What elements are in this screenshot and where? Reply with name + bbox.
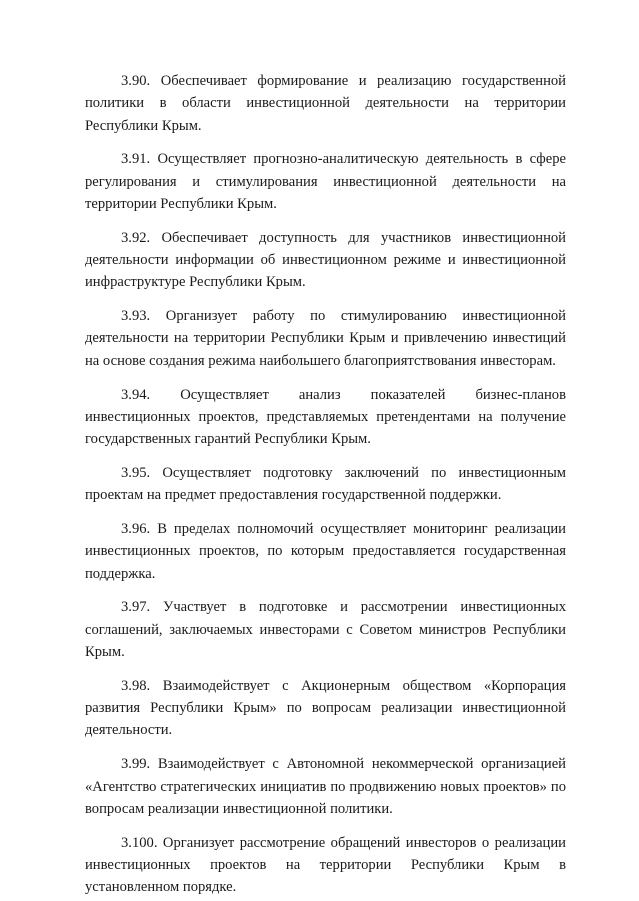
paragraph-3-98: 3.98. Взаимодействует с Акционерным обществом «Корпорация развития Республики Крым» по вопросам реализации инвестиционной деятельности. [85,677,566,739]
paragraph-3-99: 3.99. Взаимодействует с Автономной некоммерческой организацией «Агентство стратегических инициатив по продвижению новых проектов» по вопросам реализации инвестиционной политики. [85,756,566,817]
paragraph-3-93: 3.93. Организует работу по стимулированию инвестиционной деятельности на территории Республики Крым и привлечению инвестиций на основе создания режима наибольшего благоприятствования инвесторам. [85,308,566,369]
paragraph-3-91: 3.91. Осуществляет прогнозно-аналитическую деятельность в сфере регулирования и стимулирования инвестиционной деятельности на территории Республики Крым. [85,151,566,212]
paragraph-3-92: 3.92. Обеспечивает доступность для участников инвестиционной деятельности информации об инвестиционном режиме и инвестиционной инфраструктуре Республики Крым. [85,229,566,291]
paragraph-3-94: 3.94. Осуществляет анализ показателей бизнес-планов инвестиционных проектов, представляемых претендентами на получение государственных гарантий Республики Крым. [85,386,566,448]
paragraph-3-100: 3.100. Организует рассмотрение обращений инвесторов о реализации инвестиционных проектов на территории Республики Крым в установленном порядке. [85,834,566,896]
paragraph-3-96: 3.96. В пределах полномочий осуществляет мониторинг реализации инвестиционных проектов, по которым предоставляется государственная поддержка. [85,521,566,582]
paragraph-3-97: 3.97. Участвует в подготовке и рассмотрении инвестиционных соглашений, заключаемых инвесторами с Советом министров Республики Крым. [85,599,566,661]
paragraph-3-90: 3.90. Обеспечивает формирование и реализацию государственной политики в области инвестиционной деятельности на территории Республики Крым. [85,73,566,134]
document-body [85,70,566,901]
paragraph-3-95: 3.95. Осуществляет подготовку заключений по инвестиционным проектам на предмет предоставления государственной поддержки. [85,464,566,504]
